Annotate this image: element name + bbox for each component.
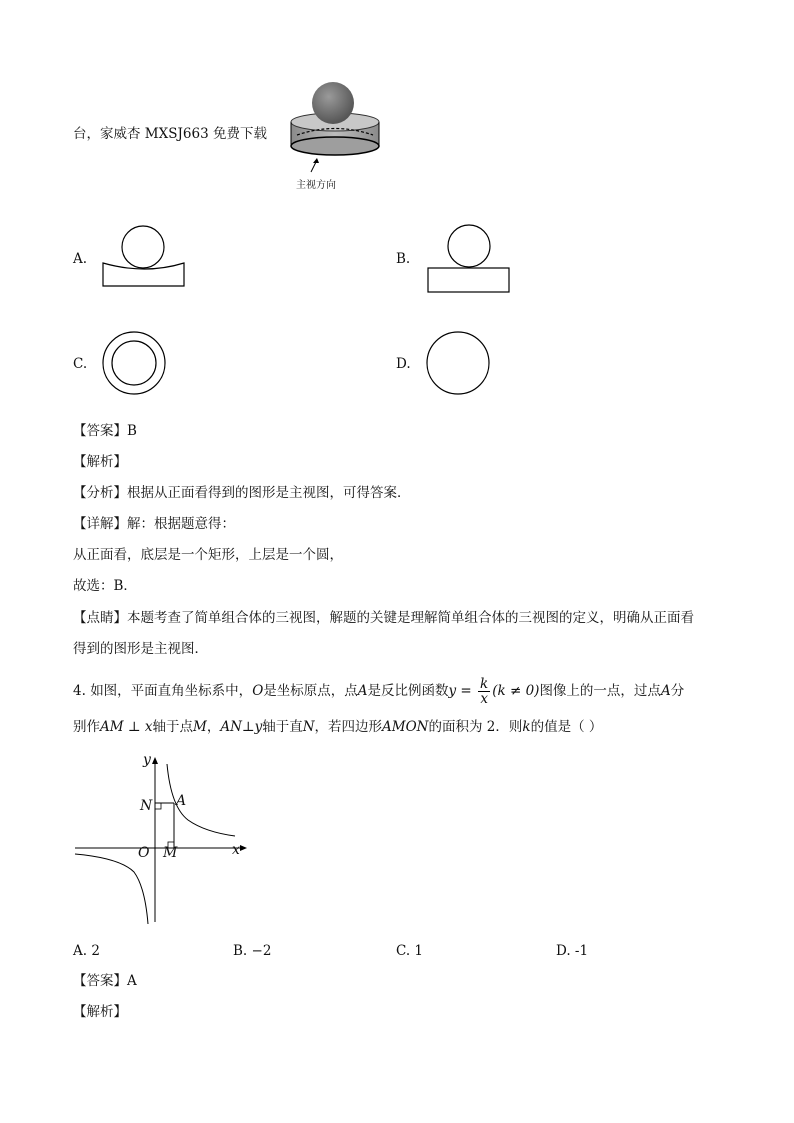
answer-line bbox=[73, 422, 137, 440]
option-c-label: C. bbox=[73, 356, 88, 372]
math-a: A bbox=[357, 683, 368, 699]
solution-line-1: 从正面看，底层是一个矩形，上层是一个圆， bbox=[73, 547, 343, 563]
choice-a: A. 2 bbox=[73, 943, 100, 959]
fraction bbox=[478, 677, 490, 706]
choice-c: C. 1 bbox=[396, 943, 424, 959]
analysis-label: 【解析】 bbox=[73, 454, 127, 470]
dianjing-line bbox=[73, 609, 694, 627]
answer-value: B bbox=[127, 423, 137, 439]
q4-text: 轴于直 bbox=[262, 719, 303, 735]
choice-d: D. -1 bbox=[556, 943, 589, 959]
fenxi-text: 根据从正面看得到的图形是主视图，可得答案． bbox=[127, 485, 411, 501]
q4-analysis-label: 【解析】 bbox=[73, 1004, 127, 1020]
q4-line-1 bbox=[73, 677, 684, 706]
math-y: y bbox=[254, 719, 263, 735]
fraction-denominator: x bbox=[480, 691, 488, 707]
xiangjie-text: 解：根据题意得： bbox=[127, 516, 235, 532]
dianjing-label: 【点睛】 bbox=[73, 610, 127, 626]
math-o: O bbox=[252, 683, 264, 699]
choice-b: B. −2 bbox=[233, 943, 272, 959]
math-a: A bbox=[660, 683, 671, 699]
q4-text: ， bbox=[206, 719, 221, 735]
q4-text: 轴于点 bbox=[152, 719, 193, 735]
q4-text: 如图，平面直角坐标系中， bbox=[90, 683, 253, 699]
graph-label-a: A bbox=[176, 793, 187, 809]
q4-text: 分 bbox=[670, 683, 685, 699]
option-a-label: A. bbox=[73, 251, 88, 267]
hyperbola-figure bbox=[70, 752, 250, 927]
option-a-figure bbox=[100, 225, 190, 290]
q4-text: ，若四边形 bbox=[314, 719, 383, 735]
q4-answer-line bbox=[73, 972, 137, 990]
math-an: AN bbox=[220, 719, 242, 735]
math-k: k bbox=[522, 719, 531, 735]
q4-text: 图像上的一点，过点 bbox=[539, 683, 661, 699]
option-d-label: D. bbox=[396, 356, 411, 372]
option-c-figure bbox=[100, 330, 170, 398]
figure-caption: 主视方向 bbox=[296, 180, 336, 191]
perp-symbol: ⊥ bbox=[127, 719, 141, 735]
graph-label-x: x bbox=[232, 842, 240, 858]
q4-number: 4. bbox=[73, 683, 86, 699]
math-am: AM bbox=[100, 719, 124, 735]
math-n: N bbox=[302, 719, 315, 735]
math-condition: (k ≠ 0) bbox=[492, 683, 540, 699]
q4-text: 是反比例函数 bbox=[367, 683, 449, 699]
dianjing-line-2: 得到的图形是主视图． bbox=[73, 641, 208, 657]
answer-label: 【答案】 bbox=[73, 423, 127, 439]
xiangjie-label: 【详解】 bbox=[73, 516, 127, 532]
solution-line-2: 故选：B． bbox=[73, 578, 137, 594]
graph-label-m: M bbox=[163, 845, 178, 861]
option-b-label: B. bbox=[396, 251, 411, 267]
graph-label-y: y bbox=[143, 752, 151, 768]
fenxi-line bbox=[73, 484, 411, 502]
answer-label: 【答案】 bbox=[73, 973, 127, 989]
header-line: 台，家威杏 MXSJ663 免费下载 bbox=[73, 126, 267, 142]
math-x: x bbox=[144, 719, 153, 735]
q4-line-2 bbox=[73, 718, 602, 736]
perp-symbol: ⊥ bbox=[241, 719, 255, 735]
graph-label-n: N bbox=[140, 798, 153, 814]
option-b-figure bbox=[425, 223, 515, 295]
answer-value: A bbox=[127, 973, 137, 989]
q4-text: 别作 bbox=[73, 719, 100, 735]
fenxi-label: 【分析】 bbox=[73, 485, 127, 501]
dianjing-text: 本题考查了简单组合体的三视图，解题的关键是理解简单组合体的三视图的定义，明确从正面看 bbox=[127, 610, 694, 626]
math-amon: AMON bbox=[382, 719, 429, 735]
graph-label-o: O bbox=[138, 845, 150, 861]
math-m: M bbox=[193, 719, 207, 735]
option-d-figure bbox=[425, 330, 495, 398]
math-y-eq: y = bbox=[448, 683, 472, 699]
q4-text: 的值是（ ） bbox=[530, 719, 603, 735]
xiangjie-line bbox=[73, 515, 235, 533]
q4-text: 的面积为 2．则 bbox=[428, 719, 523, 735]
fraction-numerator: k bbox=[480, 676, 489, 692]
q4-text: 是坐标原点，点 bbox=[263, 683, 358, 699]
